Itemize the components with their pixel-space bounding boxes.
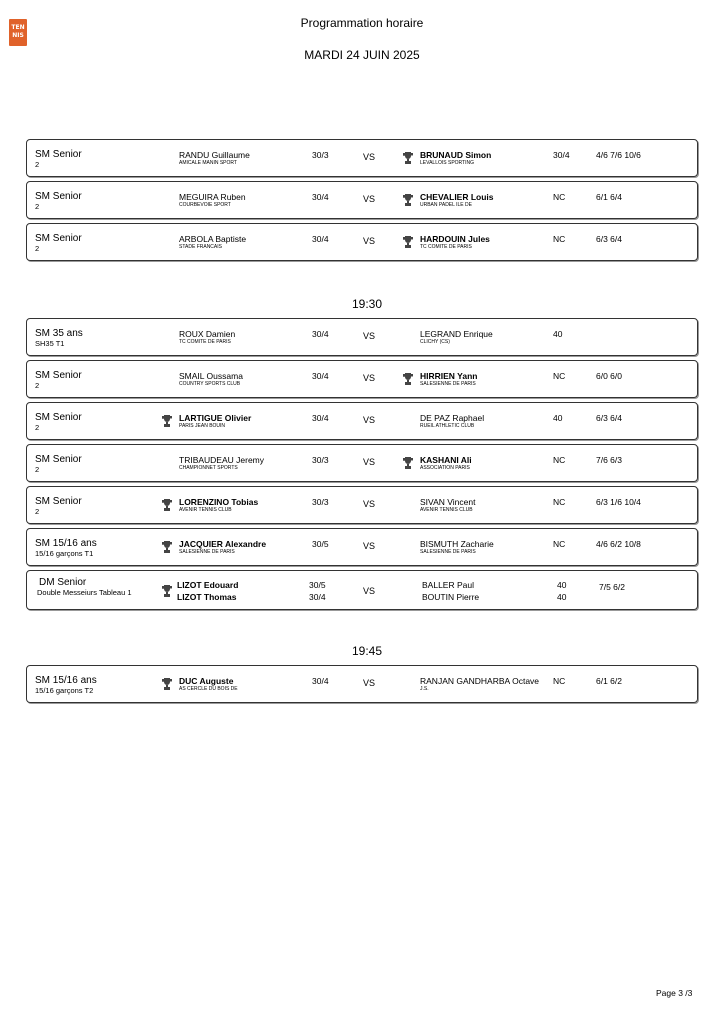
- team2-player2-rank: 40: [557, 592, 567, 602]
- player1-name: SMAIL Oussama: [179, 371, 243, 381]
- match-card: [26, 528, 698, 566]
- match-score: 4/6 7/6 10/6: [596, 150, 641, 160]
- document-title: Programmation horaire: [300, 16, 424, 30]
- match-card: [26, 318, 698, 356]
- match-subcategory: 2: [35, 202, 40, 211]
- player2-name: BISMUTH Zacharie: [420, 539, 494, 549]
- match-category: SM 15/16 ans: [35, 675, 97, 686]
- time-slot-heading: 19:45: [351, 644, 383, 658]
- player1-rank: 30/4: [312, 329, 329, 339]
- player2-club: AVENIR TENNIS CLUB: [420, 507, 473, 513]
- match-score: 6/0 6/0: [596, 371, 622, 381]
- player2-rank: 30/4: [553, 150, 570, 160]
- player1-name: ARBOLA Baptiste: [179, 234, 247, 244]
- player2-club: RUEIL ATHLETIC CLUB: [420, 423, 475, 429]
- player1-club: AS CERCLE DU BOIS DE: [179, 686, 238, 692]
- team1-player1-rank: 30/5: [309, 580, 326, 590]
- match-score: 6/1 6/4: [596, 192, 622, 202]
- trophy-icon: [403, 373, 413, 385]
- match-score: 6/3 1/6 10/4: [596, 497, 641, 507]
- player2-name: BRUNAUD Simon: [420, 150, 492, 160]
- player2-rank: NC: [553, 371, 566, 381]
- player1-rank: 30/3: [312, 455, 329, 465]
- player2-name: HIRRIEN Yann: [420, 371, 478, 381]
- match-card: [26, 486, 698, 524]
- match-score: 6/1 6/2: [596, 676, 622, 686]
- player1-rank: 30/4: [312, 676, 329, 686]
- trophy-icon: [162, 541, 172, 553]
- player1-club: COUNTRY SPORTS CLUB: [179, 381, 241, 387]
- player2-club: J.S.: [420, 686, 429, 692]
- team1-player1-name: LIZOT Edouard: [177, 580, 239, 590]
- versus-label: VS: [363, 415, 376, 425]
- match-card: [26, 181, 698, 219]
- player1-club: COURBEVOIE SPORT: [179, 202, 231, 208]
- team1-player2-name: LIZOT Thomas: [177, 592, 237, 602]
- player1-club: PARIS JEAN BOUIN: [179, 423, 226, 429]
- player1-club: AVENIR TENNIS CLUB: [179, 507, 232, 513]
- player1-name: ROUX Damien: [179, 329, 236, 339]
- player2-club: TC COMITE DE PARIS: [420, 244, 472, 250]
- versus-label: VS: [363, 236, 376, 246]
- match-subcategory: 2: [35, 381, 40, 390]
- player1-rank: 30/4: [312, 234, 329, 244]
- trophy-icon: [162, 499, 172, 511]
- trophy-icon: [162, 415, 172, 427]
- player2-club: CLICHY (CS): [420, 339, 450, 345]
- match-category: SM Senior: [35, 412, 82, 423]
- player1-rank: 30/5: [312, 539, 329, 549]
- match-category: SM 15/16 ans: [35, 538, 97, 549]
- trophy-icon: [403, 457, 413, 469]
- versus-label: VS: [363, 152, 376, 162]
- doubles-match-card: [26, 570, 698, 610]
- match-subcategory: 2: [35, 160, 40, 169]
- player2-rank: NC: [553, 192, 566, 202]
- match-subcategory: 15/16 garçons T2: [35, 686, 94, 695]
- trophy-icon: [403, 152, 413, 164]
- document-date: MARDI 24 JUIN 2025: [304, 48, 420, 62]
- match-category: SM Senior: [35, 454, 82, 465]
- player1-club: SALESIENNE DE PARIS: [179, 549, 235, 555]
- match-category: SM Senior: [35, 370, 82, 381]
- match-subcategory: 2: [35, 423, 40, 432]
- player1-rank: 30/3: [312, 150, 329, 160]
- player2-name: LEGRAND Enrique: [420, 329, 493, 339]
- logo-line-1: TEN: [11, 24, 25, 31]
- match-card: [26, 665, 698, 703]
- versus-label: VS: [363, 499, 376, 509]
- player2-club: LEVALLOIS SPORTING: [420, 160, 475, 166]
- match-category: SM Senior: [35, 233, 82, 244]
- match-category: SM Senior: [35, 149, 82, 160]
- player1-club: STADE FRANCAIS: [179, 244, 222, 250]
- player1-rank: 30/3: [312, 497, 329, 507]
- versus-label: VS: [363, 331, 376, 341]
- player2-name: KASHANI Ali: [420, 455, 472, 465]
- team2-player1-name: BALLER Paul: [422, 580, 474, 590]
- player2-rank: NC: [553, 497, 566, 507]
- player1-rank: 30/4: [312, 371, 329, 381]
- match-subcategory: 2: [35, 465, 40, 474]
- player2-name: SIVAN Vincent: [420, 497, 476, 507]
- match-category: SM Senior: [35, 496, 82, 507]
- match-subcategory: Double Messeiurs Tableau 1: [37, 588, 132, 597]
- trophy-icon: [162, 585, 172, 597]
- match-score: 7/6 6/3: [596, 455, 622, 465]
- match-score: 4/6 6/2 10/8: [596, 539, 641, 549]
- team2-player2-name: BOUTIN Pierre: [422, 592, 480, 602]
- versus-label: VS: [363, 586, 376, 596]
- match-subcategory: 2: [35, 244, 40, 253]
- match-category: DM Senior: [39, 577, 87, 588]
- player1-rank: 30/4: [312, 413, 329, 423]
- player2-name: CHEVALIER Louis: [420, 192, 494, 202]
- time-slot-heading: 19:30: [351, 297, 383, 311]
- player1-name: DUC Auguste: [179, 676, 234, 686]
- logo-line-2: NIS: [12, 32, 24, 39]
- player1-rank: 30/4: [312, 192, 329, 202]
- versus-label: VS: [363, 541, 376, 551]
- player2-rank: NC: [553, 234, 566, 244]
- player2-rank: 40: [553, 329, 563, 339]
- versus-label: VS: [363, 457, 376, 467]
- match-subcategory: 15/16 garçons T1: [35, 549, 94, 558]
- match-card: [26, 402, 698, 440]
- player1-club: AMICALE MANIN SPORT: [179, 160, 237, 166]
- player2-club: SALESIENNE DE PARIS: [420, 381, 476, 387]
- player2-club: ASSOCIATION PARIS: [420, 465, 470, 471]
- match-card: [26, 444, 698, 482]
- match-card: [26, 139, 698, 177]
- team1-player2-rank: 30/4: [309, 592, 326, 602]
- match-card: [26, 360, 698, 398]
- versus-label: VS: [363, 373, 376, 383]
- match-score: 7/5 6/2: [599, 582, 625, 592]
- player1-name: JACQUIER Alexandre: [179, 539, 267, 549]
- trophy-icon: [403, 236, 413, 248]
- match-category: SM 35 ans: [35, 328, 83, 339]
- player2-rank: 40: [553, 413, 563, 423]
- player1-name: RANDU Guillaume: [179, 150, 250, 160]
- player1-club: CHAMPIONNET SPORTS: [179, 465, 238, 471]
- team2-player1-rank: 40: [557, 580, 567, 590]
- match-score: 6/3 6/4: [596, 234, 622, 244]
- versus-label: VS: [363, 678, 376, 688]
- match-subcategory: 2: [35, 507, 40, 516]
- player2-name: DE PAZ Raphael: [420, 413, 485, 423]
- player1-name: MEGUIRA Ruben: [179, 192, 246, 202]
- player2-club: SALESIENNE DE PARIS: [420, 549, 476, 555]
- player2-rank: NC: [553, 455, 566, 465]
- versus-label: VS: [363, 194, 376, 204]
- match-subcategory: SH35 T1: [35, 339, 65, 348]
- player2-name: HARDOUIN Jules: [420, 234, 490, 244]
- trophy-icon: [403, 194, 413, 206]
- player2-club: URBAN PADEL ILE DE: [420, 202, 472, 208]
- player1-name: TRIBAUDEAU Jeremy: [179, 455, 265, 465]
- player1-name: LARTIGUE Olivier: [179, 413, 252, 423]
- match-card: [26, 223, 698, 261]
- player2-rank: NC: [553, 539, 566, 549]
- page-number: Page 3 /3: [656, 988, 693, 998]
- player1-club: TC COMITE DE PARIS: [179, 339, 231, 345]
- player1-name: LORENZINO Tobias: [179, 497, 259, 507]
- match-category: SM Senior: [35, 191, 82, 202]
- trophy-icon: [162, 678, 172, 690]
- match-score: 6/3 6/4: [596, 413, 622, 423]
- player2-rank: NC: [553, 676, 566, 686]
- player2-name: RANJAN GANDHARBA Octave: [420, 676, 540, 686]
